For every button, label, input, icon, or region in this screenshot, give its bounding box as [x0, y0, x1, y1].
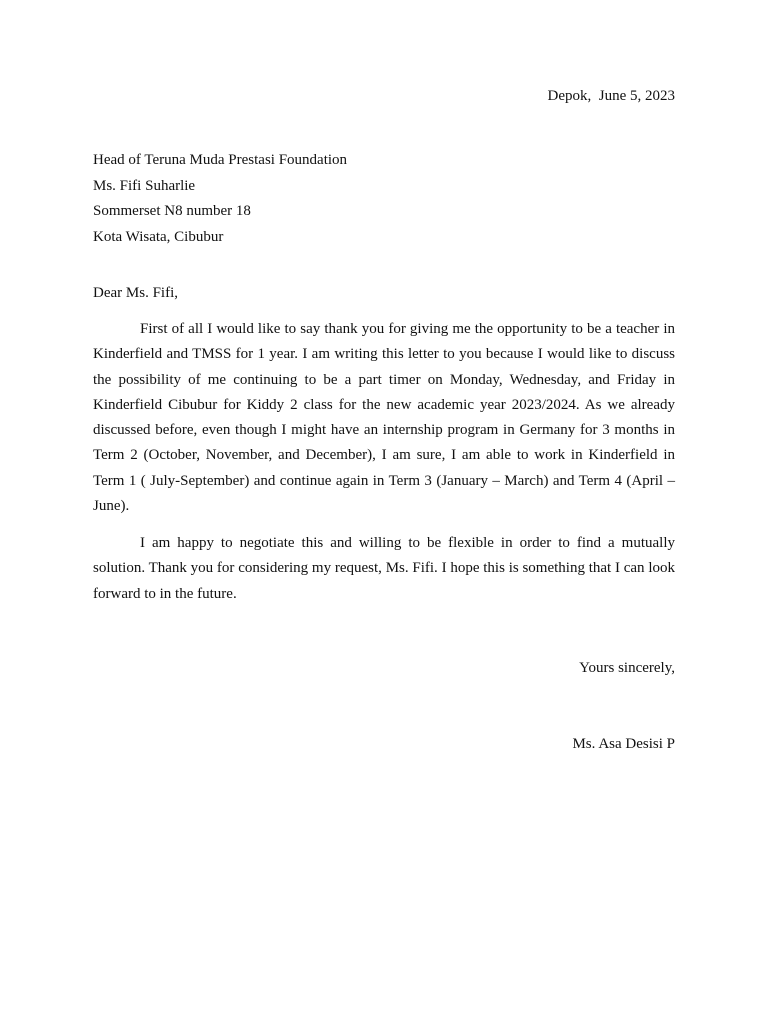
body-paragraph-2: I am happy to negotiate this and willing to be flexible in order to find a mutually solution. Thank you for considering my request, Ms. Fifi. I hope this is something that I can look forward to in the future. — [93, 535, 675, 602]
recipient-title: Head of Teruna Muda Prestasi Foundation — [93, 152, 348, 168]
letter-page — [93, 0, 675, 1024]
letter-date: Depok, June 5, 2023 — [547, 88, 675, 104]
closing: Yours sincerely, — [579, 660, 675, 676]
signature-name: Ms. Asa Desisi P — [572, 736, 675, 752]
salutation: Dear Ms. Fifi, — [93, 285, 178, 301]
recipient-street: Sommerset N8 number 18 — [93, 203, 251, 219]
recipient-name: Ms. Fifi Suharlie — [93, 177, 196, 194]
recipient-city: Kota Wisata, Cibubur — [93, 228, 224, 245]
recipient-address — [93, 148, 347, 250]
body-paragraph-1: First of all I would like to say thank you for giving me the opportunity to be a teacher in Kinderfield and TMSS for 1 year. I am writing this letter to you because I would like to discuss the possibility of me continuing to be a part timer on Monday, Wednesday, and Friday in Kinderfield Cibubur for Kiddy 2 class for the new academic year 2023/2024. As we already discussed before, even though I might have an internship program in Germany for 3 months in Term 2 (October, November, and December), I am sure, I am able to work in Kinderfield in Term 1 ( July-September) and continue again in Term 3 (January – March) and Term 4 (April –June). — [93, 321, 675, 515]
